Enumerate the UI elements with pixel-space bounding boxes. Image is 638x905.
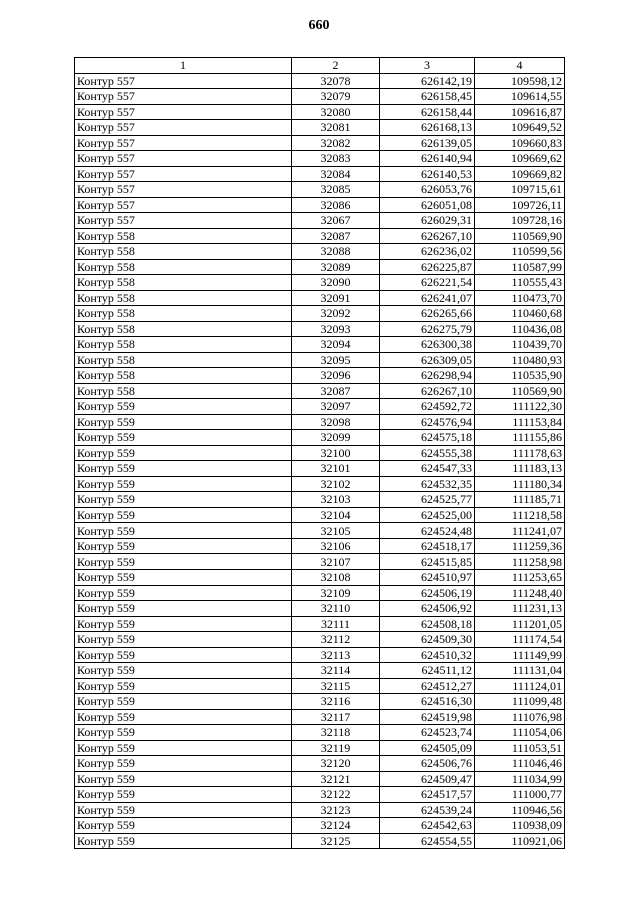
x-coordinate-cell: 624555,38	[380, 445, 475, 461]
table-row	[75, 787, 565, 803]
table-row	[75, 197, 565, 213]
table-row	[75, 632, 565, 648]
table-row	[75, 601, 565, 617]
y-coordinate-cell: 111155,86	[475, 430, 565, 446]
point-number-cell: 32086	[292, 197, 380, 213]
x-coordinate-cell: 624575,18	[380, 430, 475, 446]
contour-name-cell: Контур 559	[75, 802, 292, 818]
point-number-cell: 32079	[292, 89, 380, 105]
contour-name-cell: Контур 558	[75, 259, 292, 275]
x-coordinate-cell: 624592,72	[380, 399, 475, 415]
contour-name-cell: Контур 558	[75, 321, 292, 337]
table-row	[75, 740, 565, 756]
point-number-cell: 32122	[292, 787, 380, 803]
y-coordinate-cell: 111174,54	[475, 632, 565, 648]
y-coordinate-cell: 111099,48	[475, 694, 565, 710]
point-number-cell: 32081	[292, 120, 380, 136]
x-coordinate-cell: 626267,10	[380, 383, 475, 399]
header-row	[75, 58, 565, 74]
contour-name-cell: Контур 559	[75, 709, 292, 725]
table-row	[75, 290, 565, 306]
contour-name-cell: Контур 557	[75, 197, 292, 213]
point-number-cell: 32084	[292, 166, 380, 182]
point-number-cell: 32098	[292, 414, 380, 430]
contour-name-cell: Контур 559	[75, 554, 292, 570]
x-coordinate-cell: 624542,63	[380, 818, 475, 834]
point-number-cell: 32096	[292, 368, 380, 384]
table-row	[75, 104, 565, 120]
table-row	[75, 321, 565, 337]
contour-name-cell: Контур 558	[75, 244, 292, 260]
page-number: 660	[308, 18, 330, 33]
point-number-cell: 32080	[292, 104, 380, 120]
table-row	[75, 833, 565, 849]
x-coordinate-cell: 626029,31	[380, 213, 475, 229]
contour-name-cell: Контур 559	[75, 445, 292, 461]
contour-name-cell: Контур 559	[75, 585, 292, 601]
contour-name-cell: Контур 559	[75, 818, 292, 834]
table-body	[75, 73, 565, 849]
x-coordinate-cell: 624506,76	[380, 756, 475, 772]
contour-name-cell: Контур 559	[75, 756, 292, 772]
x-coordinate-cell: 626140,94	[380, 151, 475, 167]
contour-name-cell: Контур 557	[75, 151, 292, 167]
x-coordinate-cell: 626265,66	[380, 306, 475, 322]
y-coordinate-cell: 109726,11	[475, 197, 565, 213]
point-number-cell: 32108	[292, 570, 380, 586]
y-coordinate-cell: 111053,51	[475, 740, 565, 756]
y-coordinate-cell: 111124,01	[475, 678, 565, 694]
table-row	[75, 182, 565, 198]
y-coordinate-cell: 110460,68	[475, 306, 565, 322]
x-coordinate-cell: 626168,13	[380, 120, 475, 136]
x-coordinate-cell: 626142,19	[380, 73, 475, 89]
table-row	[75, 430, 565, 446]
contour-name-cell: Контур 559	[75, 694, 292, 710]
table-row	[75, 259, 565, 275]
contour-name-cell: Контур 559	[75, 678, 292, 694]
y-coordinate-cell: 110569,90	[475, 228, 565, 244]
table-row	[75, 554, 565, 570]
contour-name-cell: Контур 559	[75, 399, 292, 415]
x-coordinate-cell: 624511,12	[380, 663, 475, 679]
point-number-cell: 32090	[292, 275, 380, 291]
table-row	[75, 694, 565, 710]
coordinates-table	[74, 57, 565, 849]
point-number-cell: 32093	[292, 321, 380, 337]
point-number-cell: 32089	[292, 259, 380, 275]
y-coordinate-cell: 110569,90	[475, 383, 565, 399]
table-row	[75, 368, 565, 384]
contour-name-cell: Контур 559	[75, 787, 292, 803]
y-coordinate-cell: 110587,99	[475, 259, 565, 275]
y-coordinate-cell: 109598,12	[475, 73, 565, 89]
y-coordinate-cell: 109669,62	[475, 151, 565, 167]
point-number-cell: 32121	[292, 771, 380, 787]
x-coordinate-cell: 624505,09	[380, 740, 475, 756]
x-coordinate-cell: 624517,57	[380, 787, 475, 803]
y-coordinate-cell: 111054,06	[475, 725, 565, 741]
x-coordinate-cell: 624519,98	[380, 709, 475, 725]
table-row	[75, 818, 565, 834]
contour-name-cell: Контур 557	[75, 213, 292, 229]
table-row	[75, 120, 565, 136]
contour-name-cell: Контур 559	[75, 601, 292, 617]
contour-name-cell: Контур 559	[75, 507, 292, 523]
table-row	[75, 445, 565, 461]
table-row	[75, 725, 565, 741]
x-coordinate-cell: 626309,05	[380, 352, 475, 368]
contour-name-cell: Контур 559	[75, 414, 292, 430]
point-number-cell: 32114	[292, 663, 380, 679]
point-number-cell: 32109	[292, 585, 380, 601]
x-coordinate-cell: 626275,79	[380, 321, 475, 337]
point-number-cell: 32116	[292, 694, 380, 710]
column-header-4: 4	[475, 58, 565, 74]
point-number-cell: 32067	[292, 213, 380, 229]
contour-name-cell: Контур 557	[75, 166, 292, 182]
y-coordinate-cell: 111178,63	[475, 445, 565, 461]
y-coordinate-cell: 111153,84	[475, 414, 565, 430]
contour-name-cell: Контур 559	[75, 663, 292, 679]
y-coordinate-cell: 111034,99	[475, 771, 565, 787]
y-coordinate-cell: 109649,52	[475, 120, 565, 136]
table-row	[75, 166, 565, 182]
x-coordinate-cell: 624509,47	[380, 771, 475, 787]
table-row	[75, 802, 565, 818]
x-coordinate-cell: 626158,45	[380, 89, 475, 105]
contour-name-cell: Контур 559	[75, 616, 292, 632]
contour-name-cell: Контур 558	[75, 275, 292, 291]
x-coordinate-cell: 626221,54	[380, 275, 475, 291]
y-coordinate-cell: 111248,40	[475, 585, 565, 601]
point-number-cell: 32087	[292, 383, 380, 399]
contour-name-cell: Контур 559	[75, 538, 292, 554]
table-row	[75, 492, 565, 508]
y-coordinate-cell: 111253,65	[475, 570, 565, 586]
x-coordinate-cell: 624532,35	[380, 476, 475, 492]
y-coordinate-cell: 110436,08	[475, 321, 565, 337]
table-row	[75, 585, 565, 601]
y-coordinate-cell: 110473,70	[475, 290, 565, 306]
contour-name-cell: Контур 558	[75, 306, 292, 322]
x-coordinate-cell: 626140,53	[380, 166, 475, 182]
point-number-cell: 32119	[292, 740, 380, 756]
x-coordinate-cell: 626139,05	[380, 135, 475, 151]
contour-name-cell: Контур 559	[75, 771, 292, 787]
x-coordinate-cell: 624525,77	[380, 492, 475, 508]
contour-name-cell: Контур 558	[75, 228, 292, 244]
point-number-cell: 32113	[292, 647, 380, 663]
point-number-cell: 32125	[292, 833, 380, 849]
table-row	[75, 414, 565, 430]
y-coordinate-cell: 111185,71	[475, 492, 565, 508]
table-row	[75, 538, 565, 554]
column-header-1: 1	[75, 58, 292, 74]
point-number-cell: 32099	[292, 430, 380, 446]
point-number-cell: 32102	[292, 476, 380, 492]
x-coordinate-cell: 624524,48	[380, 523, 475, 539]
table-row	[75, 771, 565, 787]
x-coordinate-cell: 624508,18	[380, 616, 475, 632]
contour-name-cell: Контур 557	[75, 89, 292, 105]
y-coordinate-cell: 111076,98	[475, 709, 565, 725]
table-row	[75, 352, 565, 368]
point-number-cell: 32088	[292, 244, 380, 260]
contour-name-cell: Контур 559	[75, 570, 292, 586]
x-coordinate-cell: 624525,00	[380, 507, 475, 523]
point-number-cell: 32104	[292, 507, 380, 523]
contour-name-cell: Контур 559	[75, 647, 292, 663]
y-coordinate-cell: 111131,04	[475, 663, 565, 679]
x-coordinate-cell: 624547,33	[380, 461, 475, 477]
table-row	[75, 89, 565, 105]
x-coordinate-cell: 624516,30	[380, 694, 475, 710]
point-number-cell: 32112	[292, 632, 380, 648]
y-coordinate-cell: 110946,56	[475, 802, 565, 818]
point-number-cell: 32124	[292, 818, 380, 834]
point-number-cell: 32103	[292, 492, 380, 508]
y-coordinate-cell: 110921,06	[475, 833, 565, 849]
table-row	[75, 709, 565, 725]
table-row	[75, 244, 565, 260]
table-row	[75, 275, 565, 291]
contour-name-cell: Контур 559	[75, 461, 292, 477]
x-coordinate-cell: 626051,08	[380, 197, 475, 213]
point-number-cell: 32092	[292, 306, 380, 322]
contour-name-cell: Контур 557	[75, 120, 292, 136]
table-row	[75, 616, 565, 632]
contour-name-cell: Контур 559	[75, 430, 292, 446]
y-coordinate-cell: 111122,30	[475, 399, 565, 415]
contour-name-cell: Контур 559	[75, 833, 292, 849]
column-header-2: 2	[292, 58, 380, 74]
point-number-cell: 32123	[292, 802, 380, 818]
y-coordinate-cell: 111149,99	[475, 647, 565, 663]
table-row	[75, 228, 565, 244]
contour-name-cell: Контур 557	[75, 135, 292, 151]
x-coordinate-cell: 626236,02	[380, 244, 475, 260]
table-row	[75, 383, 565, 399]
x-coordinate-cell: 624512,27	[380, 678, 475, 694]
point-number-cell: 32101	[292, 461, 380, 477]
x-coordinate-cell: 626158,44	[380, 104, 475, 120]
x-coordinate-cell: 624515,85	[380, 554, 475, 570]
table-row	[75, 476, 565, 492]
contour-name-cell: Контур 559	[75, 523, 292, 539]
point-number-cell: 32085	[292, 182, 380, 198]
y-coordinate-cell: 110938,09	[475, 818, 565, 834]
table-row	[75, 756, 565, 772]
x-coordinate-cell: 626298,94	[380, 368, 475, 384]
x-coordinate-cell: 624523,74	[380, 725, 475, 741]
table-row	[75, 647, 565, 663]
y-coordinate-cell: 111180,34	[475, 476, 565, 492]
point-number-cell: 32115	[292, 678, 380, 694]
y-coordinate-cell: 111183,13	[475, 461, 565, 477]
y-coordinate-cell: 111046,46	[475, 756, 565, 772]
y-coordinate-cell: 111231,13	[475, 601, 565, 617]
point-number-cell: 32118	[292, 725, 380, 741]
point-number-cell: 32095	[292, 352, 380, 368]
y-coordinate-cell: 109660,83	[475, 135, 565, 151]
contour-name-cell: Контур 557	[75, 182, 292, 198]
table-row	[75, 507, 565, 523]
contour-name-cell: Контур 559	[75, 740, 292, 756]
contour-name-cell: Контур 558	[75, 368, 292, 384]
contour-name-cell: Контур 558	[75, 290, 292, 306]
point-number-cell: 32107	[292, 554, 380, 570]
point-number-cell: 32111	[292, 616, 380, 632]
y-coordinate-cell: 111218,58	[475, 507, 565, 523]
table-row	[75, 570, 565, 586]
point-number-cell: 32091	[292, 290, 380, 306]
y-coordinate-cell: 111259,36	[475, 538, 565, 554]
point-number-cell: 32100	[292, 445, 380, 461]
x-coordinate-cell: 624539,24	[380, 802, 475, 818]
contour-name-cell: Контур 559	[75, 476, 292, 492]
point-number-cell: 32082	[292, 135, 380, 151]
contour-name-cell: Контур 559	[75, 492, 292, 508]
y-coordinate-cell: 109669,82	[475, 166, 565, 182]
x-coordinate-cell: 624576,94	[380, 414, 475, 430]
x-coordinate-cell: 624518,17	[380, 538, 475, 554]
point-number-cell: 32083	[292, 151, 380, 167]
point-number-cell: 32087	[292, 228, 380, 244]
column-header-3: 3	[380, 58, 475, 74]
table-row	[75, 399, 565, 415]
y-coordinate-cell: 110480,93	[475, 352, 565, 368]
table-row	[75, 523, 565, 539]
y-coordinate-cell: 111258,98	[475, 554, 565, 570]
y-coordinate-cell: 111201,05	[475, 616, 565, 632]
contour-name-cell: Контур 558	[75, 337, 292, 353]
y-coordinate-cell: 109715,61	[475, 182, 565, 198]
y-coordinate-cell: 110439,70	[475, 337, 565, 353]
y-coordinate-cell: 111000,77	[475, 787, 565, 803]
y-coordinate-cell: 111241,07	[475, 523, 565, 539]
x-coordinate-cell: 624506,19	[380, 585, 475, 601]
point-number-cell: 32110	[292, 601, 380, 617]
point-number-cell: 32120	[292, 756, 380, 772]
x-coordinate-cell: 626267,10	[380, 228, 475, 244]
y-coordinate-cell: 110555,43	[475, 275, 565, 291]
table-row	[75, 337, 565, 353]
x-coordinate-cell: 624506,92	[380, 601, 475, 617]
contour-name-cell: Контур 559	[75, 725, 292, 741]
point-number-cell: 32105	[292, 523, 380, 539]
y-coordinate-cell: 109728,16	[475, 213, 565, 229]
x-coordinate-cell: 626225,87	[380, 259, 475, 275]
y-coordinate-cell: 109614,55	[475, 89, 565, 105]
table-row	[75, 73, 565, 89]
x-coordinate-cell: 624510,32	[380, 647, 475, 663]
table-header	[75, 58, 565, 74]
y-coordinate-cell: 110599,56	[475, 244, 565, 260]
table-row	[75, 135, 565, 151]
table-row	[75, 461, 565, 477]
contour-name-cell: Контур 557	[75, 73, 292, 89]
table-row	[75, 151, 565, 167]
contour-name-cell: Контур 559	[75, 632, 292, 648]
point-number-cell: 32117	[292, 709, 380, 725]
x-coordinate-cell: 626053,76	[380, 182, 475, 198]
point-number-cell: 32078	[292, 73, 380, 89]
y-coordinate-cell: 109616,87	[475, 104, 565, 120]
x-coordinate-cell: 626300,38	[380, 337, 475, 353]
contour-name-cell: Контур 558	[75, 352, 292, 368]
y-coordinate-cell: 110535,90	[475, 368, 565, 384]
point-number-cell: 32106	[292, 538, 380, 554]
x-coordinate-cell: 624510,97	[380, 570, 475, 586]
table-row	[75, 663, 565, 679]
x-coordinate-cell: 624509,30	[380, 632, 475, 648]
contour-name-cell: Контур 557	[75, 104, 292, 120]
point-number-cell: 32097	[292, 399, 380, 415]
table-row	[75, 678, 565, 694]
x-coordinate-cell: 624554,55	[380, 833, 475, 849]
table-row	[75, 213, 565, 229]
table-row	[75, 306, 565, 322]
x-coordinate-cell: 626241,07	[380, 290, 475, 306]
point-number-cell: 32094	[292, 337, 380, 353]
contour-name-cell: Контур 558	[75, 383, 292, 399]
